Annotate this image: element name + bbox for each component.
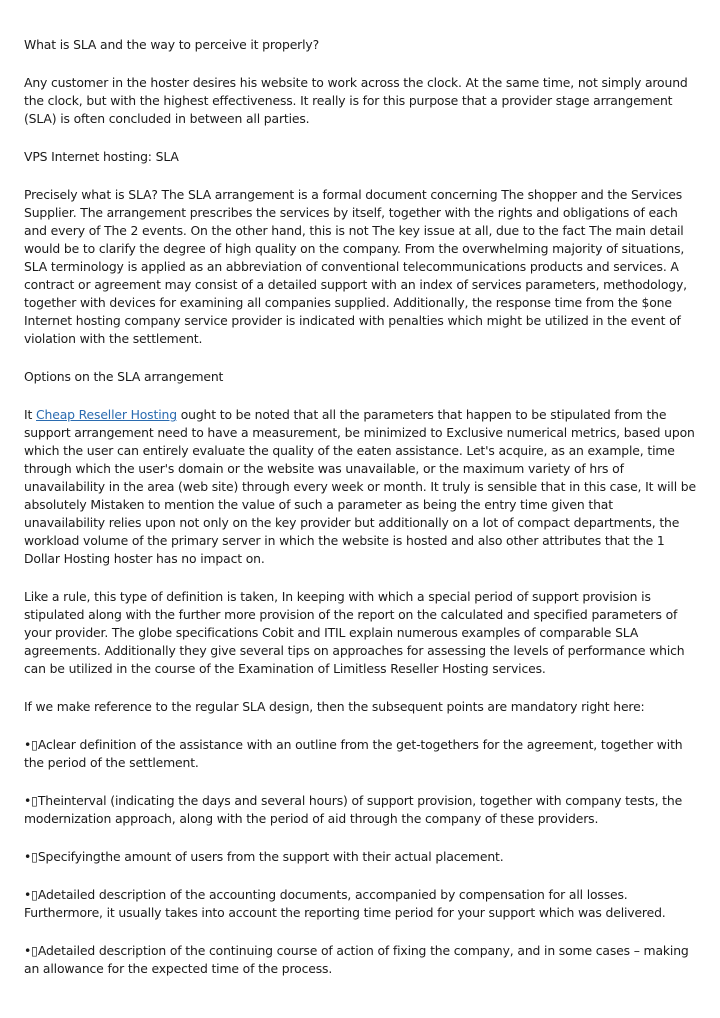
- section-heading: VPS Internet hosting: SLA: [24, 149, 179, 164]
- paragraph: Precisely what is SLA? The SLA arrangement is a formal document concerning The shopper and the Services Supplier. The arrangement prescribes the services by itself, together with the rights and obligations of each and every of The 2 events. On the other hand, this is not The key issue at all, due to the fact The main detail would be to clarify the degree of high quality on the company. From the overwhelming majority of situations, SLA terminology is applied as an abbreviation of conventional telecommunications products and services. A contract or agreement may consist of a detailed support with an index of services parameters, methodology, together with devices for examining all companies supplied. Additionally, the response time from the $one Internet hosting company service provider is indicated with penalties which might be utilized in the event of violation with the settlement.: [24, 187, 687, 346]
- paragraph: If we make reference to the regular SLA design, then the subsequent points are mandatory right here:: [24, 699, 645, 714]
- paragraph: Like a rule, this type of definition is taken, In keeping with which a special period of support provision is stipulated along with the further more provision of the report on the calculated and specified parameters of your provider. The globe specifications Cobit and ITIL explain numerous examples of comparable SLA agreements. Additionally they give several tips on approaches for assessing the levels of performance which can be utilized in the course of the Examination of Limitless Reseller Hosting services.: [24, 589, 685, 676]
- paragraph: [24, 406, 696, 568]
- paragraph-rest: ought to be noted that all the parameters that happen to be stipulated from the support arrangement need to have a measurement, be minimized to Exclusive numerical metrics, based upon which the user can entirely evaluate the quality of the eaten assistance. Let's acquire, as an example, time through which the user's domain or the website was unavailable, or the maximum variety of hrs of unavailability in the area (web site) through every week or month. It truly is sensible that in this case, It will be absolutely Mistaken to mention the value of such a parameter as being the entry time given that unavailability relies upon not only on the key provider but additionally on a lot of compact departments, the workload volume of the primary server in which the website is hosted and also other attributes that the 1 Dollar Hosting hoster has no impact on.: [24, 407, 696, 566]
- list-item-text: detailed description of the accounting documents, accompanied by compensation for all losses. Furthermore, it usually takes into account the reporting time period for your support which was delivered.: [24, 887, 666, 920]
- list-item-text: the amount of users from the support with their actual placement.: [100, 849, 504, 864]
- paragraph: Any customer in the hoster desires his website to work across the clock. At the same time, not simply around the clock, but with the highest effectiveness. It really is for this purpose that a provider stage arrangement (SLA) is often concluded in between all parties.: [24, 75, 688, 126]
- article-body: [24, 36, 696, 998]
- list-item-text: interval (indicating the days and several hours) of support provision, together with company tests, the modernization approach, along with the period of aid through the company of these providers.: [24, 793, 683, 826]
- list-item-text: clear definition of the assistance with an outline from the get-togethers for the agreement, together with the period of the settlement.: [24, 737, 683, 770]
- bullet-marker: •▯A: [24, 943, 46, 958]
- bullet-marker: •▯The: [24, 793, 61, 808]
- list-item: [24, 792, 696, 828]
- list-item: [24, 942, 696, 978]
- paragraph-prefix: It: [24, 407, 37, 422]
- list-item: [24, 886, 696, 922]
- section-heading: Options on the SLA arrangement: [24, 369, 224, 384]
- bullet-marker: •▯A: [24, 887, 46, 902]
- cheap-reseller-hosting-link[interactable]: Cheap Reseller Hosting: [36, 407, 177, 422]
- bullet-marker: •▯Specifying: [24, 849, 101, 864]
- list-item-text: detailed description of the continuing course of action of fixing the company, and in some cases – making an allowance for the expected time of the process.: [24, 943, 689, 976]
- list-item: [24, 848, 696, 866]
- bullet-marker: •▯A: [24, 737, 46, 752]
- list-item: [24, 736, 696, 772]
- section-heading: What is SLA and the way to perceive it properly?: [24, 37, 320, 52]
